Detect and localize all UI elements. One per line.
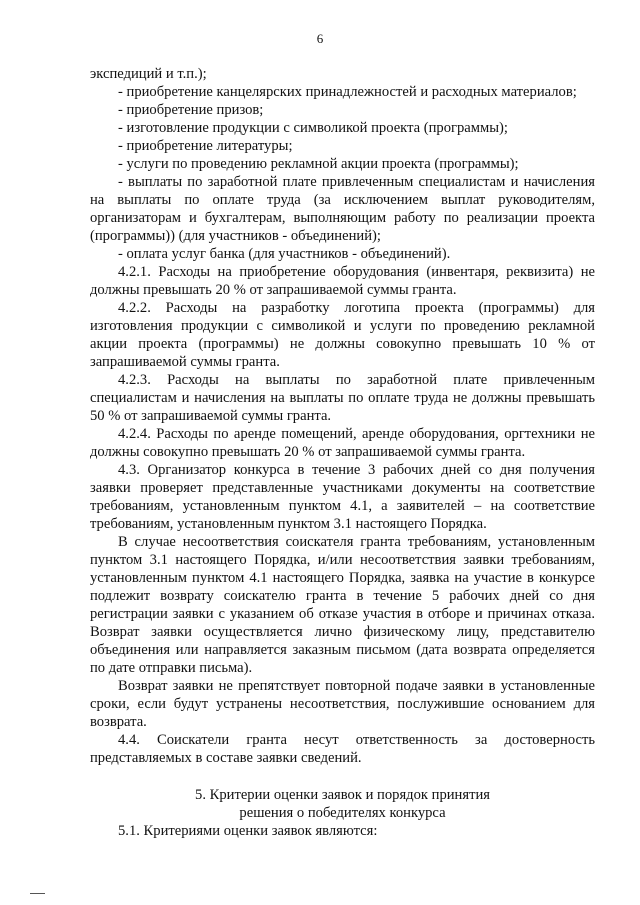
page-number: 6 (316, 31, 324, 46)
section-heading-line-1: 5. Критерии оценки заявок и порядок принятия (195, 787, 490, 803)
list-item: - изготовление продукции с символикой проекта (программы); (118, 120, 508, 136)
paragraph-return: Возврат заявки не препятствует повторной подаче заявки в установленные сроки, если будут устранены несоответствия, послужившие основанием для возврата. (90, 678, 595, 730)
list-item: - приобретение призов; (118, 102, 264, 118)
paragraph-4-2-4: 4.2.4. Расходы по аренде помещений, аренде оборудования, оргтехники не должны совокупно превышать 20 % от запрашиваемой суммы гранта. (90, 426, 595, 460)
document-body (90, 65, 595, 840)
paragraph: экспедиций и т.п.); (90, 66, 207, 82)
paragraph-4-4: 4.4. Соискатели гранта несут ответственность за достоверность представляемых в составе заявки сведений. (90, 732, 595, 766)
paragraph-5-1: 5.1. Критериями оценки заявок являются: (118, 823, 378, 839)
paragraph-4-2-3: 4.2.3. Расходы на выплаты по заработной плате привлеченным специалистам и начисления на выплаты по оплате труда не должны превышать 50 % от запрашиваемой суммы гранта. (90, 372, 595, 424)
list-item: - услуги по проведению рекламной акции проекта (программы); (118, 156, 519, 172)
list-item: - оплата услуг банка (для участников - объединений). (118, 246, 451, 262)
list-item: - выплаты по заработной плате привлеченным специалистам и начисления на выплаты по оплате труда (за исключением выплат руководителям, организаторам и бухгалтерам, выполняющим работу по реализации проекта (программы)) (для участников - объединений); (90, 174, 595, 244)
section-heading (90, 786, 595, 822)
list-item: - приобретение литературы; (118, 138, 293, 154)
section-heading-line-2: решения о победителях конкурса (239, 805, 446, 821)
paragraph-4-2-1: 4.2.1. Расходы на приобретение оборудования (инвентаря, реквизита) не должны превышать 20 % от запрашиваемой суммы гранта. (90, 264, 595, 298)
list-item: - приобретение канцелярских принадлежностей и расходных материалов; (118, 84, 577, 100)
footer-mark (30, 893, 45, 894)
paragraph-4-2-2: 4.2.2. Расходы на разработку логотипа проекта (программы) для изготовления продукции с символикой и услуги по проведению рекламной акции проекта (программы) не должны совокупно превышать 10 % от запрашиваемой суммы гранта. (90, 300, 595, 370)
paragraph-nonconformity: В случае несоответствия соискателя гранта требованиям, установленным пунктом 3.1 настоящего Порядка, и/или несоответствия заявки требованиям, установленным пунктом 4.1 настоящего Порядка, заявка на участие в конкурсе подлежит возврату соискателю гранта в течение 5 рабочих дней со дня регистрации заявки с указанием об отказе участия в отборе и причинах отказа. Возврат заявки осуществляется лично физическому лицу, представителю объединения или направляется заказным письмом (дата возврата определяется по дате отправки письма). (90, 534, 595, 676)
paragraph-4-3: 4.3. Организатор конкурса в течение 3 рабочих дней со дня получения заявки проверяет представленные участниками документы на соответствие требованиям, установленным пунктом 4.1, а заявителей – на соответствие требованиям, установленным пунктом 3.1 настоящего Порядка. (90, 462, 595, 532)
